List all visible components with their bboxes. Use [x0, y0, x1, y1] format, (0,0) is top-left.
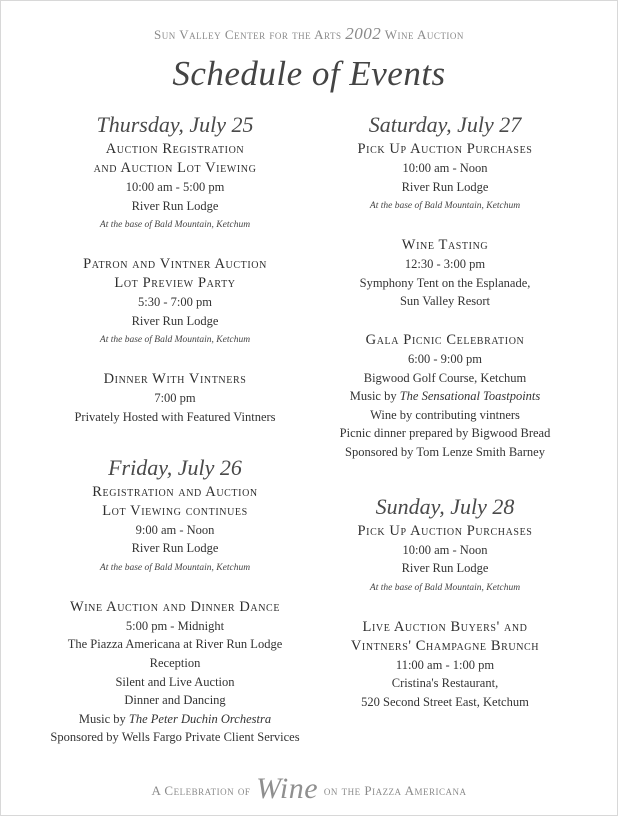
event-title: and Auction Lot Viewing	[93, 160, 257, 176]
day-title: Sunday, July 28	[375, 493, 515, 519]
event-pickup-saturday	[290, 140, 600, 216]
event-time: 12:30 - 3:00 pm	[404, 257, 486, 272]
day-thursday	[20, 112, 330, 427]
header-event: Wine Auction	[384, 27, 464, 42]
event-place: River Run Lodge	[131, 541, 219, 556]
event-place: Bigwood Golf Course, Ketchum	[363, 370, 527, 385]
event-note: At the base of Bald Mountain, Ketchum	[369, 201, 521, 212]
day-title: Saturday, July 27	[368, 112, 522, 137]
event-preview-party	[20, 255, 330, 350]
music-act: The Sensational Toastpoints	[399, 389, 541, 404]
event-title: Gala Picnic Celebration	[365, 331, 525, 348]
event-time: 10:00 am - Noon	[402, 161, 488, 175]
event-time: 9:00 am - Noon	[135, 522, 215, 537]
music-prefix: Music by	[78, 711, 129, 726]
footer-left: A Celebration of	[151, 783, 251, 798]
right-column	[290, 112, 600, 732]
music-act: The Peter Duchin Orchestra	[128, 711, 272, 726]
event-note: At the base of Bald Mountain, Ketchum	[99, 220, 251, 231]
event-title: Patron and Vintner Auction	[83, 256, 267, 273]
event-detail: Wine by contributing vintners	[370, 407, 520, 422]
event-registration-continues	[20, 483, 330, 578]
footer-right: on the Piazza Americana	[323, 783, 467, 798]
event-place: Symphony Tent on the Esplanade,	[359, 275, 531, 290]
event-music	[290, 387, 600, 406]
header-year: 2002	[345, 24, 382, 43]
day-title: Thursday, July 25	[96, 112, 254, 137]
event-wine-auction-dinner-dance	[20, 598, 330, 747]
event-note: At the base of Bald Mountain, Ketchum	[369, 582, 521, 593]
event-wine-tasting	[290, 236, 600, 311]
day-saturday	[290, 112, 600, 462]
event-title: Live Auction Buyers' and	[362, 618, 528, 635]
event-title: Wine Auction and Dinner Dance	[69, 598, 281, 615]
event-music	[20, 710, 330, 729]
event-detail: Silent and Live Auction	[115, 674, 235, 689]
event-detail: Reception	[149, 655, 201, 670]
event-title: Vintners' Champagne Brunch	[350, 637, 540, 654]
day-title: Friday, July 26	[108, 454, 242, 480]
left-column	[20, 112, 330, 767]
event-note: At the base of Bald Mountain, Ketchum	[99, 562, 251, 573]
event-pickup-sunday	[290, 522, 600, 598]
footer-wine: Wine	[256, 772, 319, 805]
event-time: 7:00 pm	[154, 391, 196, 406]
event-detail: Picnic dinner prepared by Bigwood Bread	[339, 426, 551, 441]
header-org: Sun Valley Center for the Arts	[154, 27, 342, 42]
event-title: Auction Registration	[105, 141, 245, 157]
event-title: Dinner With Vintners	[103, 371, 247, 388]
event-place: 520 Second Street East, Ketchum	[361, 694, 529, 709]
event-title: Lot Preview Party	[114, 275, 236, 292]
event-detail: Dinner and Dancing	[124, 693, 226, 708]
event-place: River Run Lodge	[401, 561, 489, 576]
page-title: Schedule of Events	[172, 54, 446, 93]
event-time: 10:00 am - Noon	[402, 542, 488, 557]
event-sponsor: Sponsored by Wells Fargo Private Client Services	[50, 730, 300, 745]
event-time: 11:00 am - 1:00 pm	[395, 657, 495, 672]
event-time: 5:00 pm - Midnight	[125, 618, 225, 633]
day-friday	[20, 455, 330, 747]
event-note: At the base of Bald Mountain, Ketchum	[99, 335, 251, 346]
event-gala-picnic	[290, 331, 600, 462]
day-sunday	[290, 494, 600, 712]
event-title: Pick Up Auction Purchases	[357, 141, 533, 157]
event-time: 10:00 am - 5:00 pm	[125, 180, 225, 194]
event-champagne-brunch	[290, 618, 600, 712]
event-place: The Piazza Americana at River Run Lodge	[67, 637, 283, 652]
event-title: Lot Viewing continues	[102, 502, 248, 519]
event-title: Registration and Auction	[92, 483, 258, 500]
event-place: Cristina's Restaurant,	[391, 676, 499, 691]
event-place: River Run Lodge	[131, 198, 219, 213]
event-dinner-vintners	[20, 370, 330, 426]
event-time: 6:00 - 9:00 pm	[408, 351, 482, 366]
page-header	[0, 24, 618, 44]
event-place: Privately Hosted with Featured Vintners	[74, 409, 276, 424]
event-place: Sun Valley Resort	[399, 294, 491, 309]
event-title: Pick Up Auction Purchases	[357, 522, 533, 539]
event-place: River Run Lodge	[401, 179, 489, 194]
event-auction-registration	[20, 140, 330, 235]
event-place: River Run Lodge	[131, 313, 219, 328]
event-sponsor: Sponsored by Tom Lenze Smith Barney	[345, 444, 545, 459]
music-prefix: Music by	[349, 389, 400, 404]
event-title: Wine Tasting	[401, 237, 489, 254]
event-time: 5:30 - 7:00 pm	[138, 295, 212, 310]
page-footer	[0, 772, 618, 806]
